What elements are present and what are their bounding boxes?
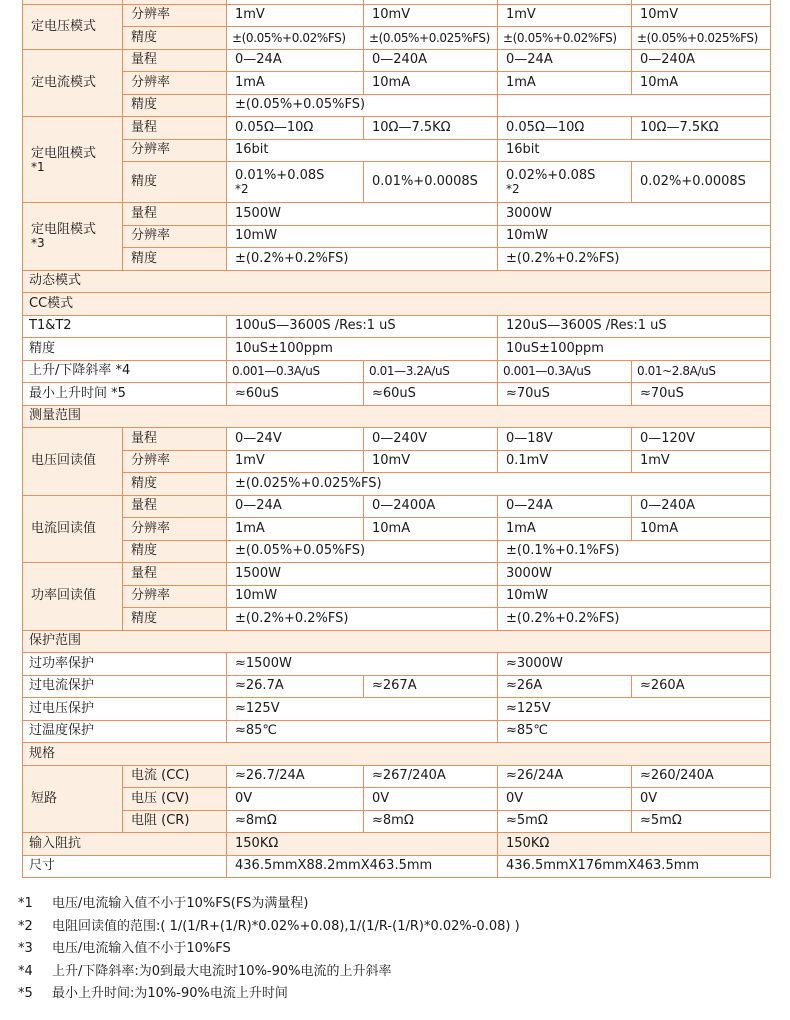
group-cv: 定电压模式 bbox=[23, 4, 123, 49]
table-row bbox=[23, 608, 771, 631]
table-cell: 0—240A bbox=[632, 49, 771, 72]
table-cell: ≈125V bbox=[227, 698, 498, 721]
group-cc: 定电流模式 bbox=[23, 49, 123, 117]
table-cell: 10mW bbox=[498, 585, 771, 608]
table-cell: 0.05Ω—10Ω bbox=[498, 117, 632, 140]
table-cell: 10mA bbox=[364, 518, 498, 541]
footnote-mark: *3 bbox=[31, 236, 45, 251]
footnote bbox=[18, 916, 520, 939]
table-row bbox=[23, 833, 771, 856]
table-cell: ≈26.7/24A bbox=[227, 765, 364, 788]
row-label: 输入阻抗 bbox=[23, 833, 227, 856]
group-short-circuit: 短路 bbox=[23, 765, 123, 833]
table-cell: ≈260/240A bbox=[632, 765, 771, 788]
row-label: 分辨率 bbox=[123, 72, 227, 95]
row-label: 电阻 (CR) bbox=[123, 810, 227, 833]
table-cell: ≈1500W bbox=[227, 653, 498, 676]
table-row bbox=[23, 720, 771, 743]
table-row bbox=[23, 360, 771, 383]
table-cell: ≈85℃ bbox=[498, 720, 771, 743]
group-current-readback: 电流回读值 bbox=[23, 495, 123, 563]
table-cell: ±(0.2%+0.2%FS) bbox=[498, 248, 771, 271]
table-row bbox=[23, 248, 771, 271]
table-cell: ≈26/24A bbox=[498, 765, 632, 788]
section-title: 规格 bbox=[23, 743, 771, 766]
footnote-mark: *4 bbox=[18, 963, 33, 979]
table-cell: 0.05Ω—10Ω bbox=[227, 117, 364, 140]
footnote-text: 电压/电流输入值不小于10%FS bbox=[52, 941, 231, 956]
row-label: 过电压保护 bbox=[23, 698, 227, 721]
table-cell: 10uS±100ppm bbox=[498, 338, 771, 361]
table-row bbox=[23, 383, 771, 406]
row-label: 精度 bbox=[123, 473, 227, 496]
table-cell: 0—24A bbox=[498, 495, 632, 518]
table-cell: ±(0.05%+0.05%FS) bbox=[227, 540, 498, 563]
row-label: 最小上升时间 *5 bbox=[23, 383, 227, 406]
row-label: 电流 (CC) bbox=[123, 765, 227, 788]
table-cell: 0—120V bbox=[632, 428, 771, 451]
table-cell: 10Ω—7.5KΩ bbox=[632, 117, 771, 140]
table-row bbox=[23, 4, 771, 27]
table-cell: ≈125V bbox=[498, 698, 771, 721]
footnotes bbox=[18, 893, 520, 1006]
row-label: 分辨率 bbox=[123, 225, 227, 248]
table-cell: 0V bbox=[227, 788, 364, 811]
table-cell: ±(0.05%+0.025%FS) bbox=[632, 27, 771, 50]
row-label: 精度 bbox=[123, 540, 227, 563]
table-cell: 1500W bbox=[227, 563, 498, 586]
table-row bbox=[23, 473, 771, 496]
table-cell: 1500W bbox=[227, 203, 498, 226]
row-label: T1&T2 bbox=[23, 315, 227, 338]
table-row bbox=[23, 855, 771, 878]
section-title: 动态模式 bbox=[23, 270, 771, 293]
table-cell: 10Ω—7.5KΩ bbox=[364, 117, 498, 140]
footnote-text: 最小上升时间:为10%-90%电流上升时间 bbox=[52, 986, 288, 1001]
table-row bbox=[23, 27, 771, 50]
row-label: 量程 bbox=[123, 49, 227, 72]
row-label: 过功率保护 bbox=[23, 653, 227, 676]
row-label: 精度 bbox=[123, 162, 227, 203]
table-row bbox=[23, 117, 771, 140]
group-name: 定电阻模式 bbox=[31, 222, 97, 238]
row-label: 量程 bbox=[123, 203, 227, 226]
table-row bbox=[23, 585, 771, 608]
table-cell: 0V bbox=[632, 788, 771, 811]
table-row bbox=[23, 428, 771, 451]
table-cell: 1mV bbox=[227, 450, 364, 473]
table-cell: 0.01—3.2A/uS bbox=[364, 360, 498, 383]
table-cell: 0—240A bbox=[632, 495, 771, 518]
footnote-mark: *1 bbox=[18, 896, 33, 911]
table-row bbox=[23, 698, 771, 721]
table-cell: ≈60uS bbox=[227, 383, 364, 406]
footnote-mark: *2 bbox=[506, 181, 520, 196]
table-row bbox=[23, 518, 771, 541]
table-cell: ≈70uS bbox=[632, 383, 771, 406]
table-row bbox=[23, 225, 771, 248]
table-cell: ≈267/240A bbox=[364, 765, 498, 788]
table-cell: ±(0.05%+0.05%FS) bbox=[227, 94, 498, 117]
footnote bbox=[18, 983, 520, 1006]
table-cell: 0—24A bbox=[227, 49, 364, 72]
table-cell: 0.01%+0.0008S bbox=[364, 162, 498, 203]
table-cell: 3000W bbox=[498, 203, 771, 226]
table-cell: 150KΩ bbox=[498, 833, 771, 856]
table-cell: 436.5mmX88.2mmX463.5mm bbox=[227, 855, 498, 878]
table-cell bbox=[498, 94, 771, 117]
table-cell: 10mV bbox=[364, 450, 498, 473]
footnote-text: 电压/电流输入值不小于10%FS(FS为满量程) bbox=[52, 896, 309, 911]
table-row bbox=[23, 338, 771, 361]
table-cell: ≈3000W bbox=[498, 653, 771, 676]
section-title: 保护范围 bbox=[23, 630, 771, 653]
table-cell: ≈85℃ bbox=[227, 720, 498, 743]
footnote-mark: *3 bbox=[18, 941, 33, 956]
table-cell: 1mA bbox=[227, 72, 364, 95]
table-row bbox=[23, 540, 771, 563]
footnote-text: 上升/下降斜率:为0到最大电流时10%-90%电流的上升斜率 bbox=[52, 963, 392, 979]
table-cell: ≈260A bbox=[632, 675, 771, 698]
table-cell: ±(0.05%+0.02%FS) bbox=[498, 27, 632, 50]
table-cell: 0.001—0.3A/uS bbox=[498, 360, 632, 383]
table-cell: ±(0.2%+0.2%FS) bbox=[227, 248, 498, 271]
table-cell: ±(0.1%+0.1%FS) bbox=[498, 540, 771, 563]
table-cell: 1mV bbox=[227, 4, 364, 27]
table-cell: 1mA bbox=[227, 518, 364, 541]
table-cell: 0V bbox=[498, 788, 632, 811]
row-label: 精度 bbox=[23, 338, 227, 361]
table-cell: ≈26.7A bbox=[227, 675, 364, 698]
table-row bbox=[23, 765, 771, 788]
cell-value: 0.02%+0.08S bbox=[506, 167, 596, 183]
row-label: 精度 bbox=[123, 94, 227, 117]
section-row bbox=[23, 293, 771, 316]
table-cell: 10mV bbox=[364, 4, 498, 27]
table-cell: 10mA bbox=[632, 518, 771, 541]
table-cell: 0—240V bbox=[364, 428, 498, 451]
row-label: 精度 bbox=[123, 248, 227, 271]
row-label: 分辨率 bbox=[123, 450, 227, 473]
footnote bbox=[18, 893, 520, 916]
table-cell: 1mA bbox=[498, 72, 632, 95]
table-cell: ≈8mΩ bbox=[227, 810, 364, 833]
footnote-mark: *2 bbox=[235, 181, 249, 196]
section-row bbox=[23, 743, 771, 766]
table-row bbox=[23, 49, 771, 72]
footnote bbox=[18, 961, 520, 984]
table-row bbox=[23, 450, 771, 473]
table-cell: 3000W bbox=[498, 563, 771, 586]
table-cell: 0.1mV bbox=[498, 450, 632, 473]
table-cell: ≈267A bbox=[364, 675, 498, 698]
section-title: 测量范围 bbox=[23, 405, 771, 428]
table-cell: 0.01~2.8A/uS bbox=[632, 360, 771, 383]
group-voltage-readback: 电压回读值 bbox=[23, 428, 123, 496]
group-cp bbox=[23, 203, 123, 271]
table-cell: 16bit bbox=[227, 139, 498, 162]
cell-value: 0.01%+0.08S bbox=[235, 167, 325, 183]
table-cell: ±(0.2%+0.2%FS) bbox=[227, 608, 498, 631]
table-row bbox=[23, 139, 771, 162]
table-cell: 10mW bbox=[227, 225, 498, 248]
table-row bbox=[23, 495, 771, 518]
table-row bbox=[23, 675, 771, 698]
group-cr bbox=[23, 117, 123, 203]
row-label: 过电流保护 bbox=[23, 675, 227, 698]
row-label: 过温度保护 bbox=[23, 720, 227, 743]
spec-table bbox=[22, 0, 771, 878]
row-label: 量程 bbox=[123, 495, 227, 518]
table-cell: 0—24A bbox=[227, 495, 364, 518]
footnote-mark: *5 bbox=[18, 986, 33, 1001]
table-cell: ≈70uS bbox=[498, 383, 632, 406]
table-row bbox=[23, 72, 771, 95]
table-row bbox=[23, 563, 771, 586]
table-cell: ±(0.025%+0.025%FS) bbox=[227, 473, 771, 496]
group-power-readback: 功率回读值 bbox=[23, 563, 123, 631]
row-label: 量程 bbox=[123, 563, 227, 586]
table-cell: ≈5mΩ bbox=[632, 810, 771, 833]
footnote-mark: *1 bbox=[31, 159, 45, 174]
section-row bbox=[23, 630, 771, 653]
table-row bbox=[23, 315, 771, 338]
table-cell bbox=[227, 162, 364, 203]
table-cell: ≈60uS bbox=[364, 383, 498, 406]
table-cell: ±(0.2%+0.2%FS) bbox=[498, 608, 771, 631]
row-label: 电压 (CV) bbox=[123, 788, 227, 811]
table-cell bbox=[498, 162, 632, 203]
table-cell: 120uS—3600S /Res:1 uS bbox=[498, 315, 771, 338]
table-row bbox=[23, 788, 771, 811]
table-cell: 0—18V bbox=[498, 428, 632, 451]
table-row bbox=[23, 203, 771, 226]
section-row bbox=[23, 405, 771, 428]
table-cell: 0—240A bbox=[364, 49, 498, 72]
table-cell: 16bit bbox=[498, 139, 771, 162]
row-label: 分辨率 bbox=[123, 585, 227, 608]
table-cell: 0.02%+0.0008S bbox=[632, 162, 771, 203]
row-label: 精度 bbox=[123, 608, 227, 631]
footnote-text: 电阻回读值的范围:( 1/(1/R+(1/R)*0.02%+0.08),1/(1/R-(1/R)*0.02%-0.08) ) bbox=[52, 918, 520, 934]
footnote bbox=[18, 938, 520, 961]
row-label: 量程 bbox=[123, 428, 227, 451]
table-row bbox=[23, 162, 771, 203]
row-label: 精度 bbox=[123, 27, 227, 50]
table-cell: 10uS±100ppm bbox=[227, 338, 498, 361]
table-cell: 10mW bbox=[498, 225, 771, 248]
table-cell: 0V bbox=[364, 788, 498, 811]
row-label: 分辨率 bbox=[123, 4, 227, 27]
table-row bbox=[23, 94, 771, 117]
footnote-mark: *2 bbox=[18, 918, 33, 934]
table-cell: 0.001—0.3A/uS bbox=[227, 360, 364, 383]
table-cell: ≈26A bbox=[498, 675, 632, 698]
table-cell: ±(0.05%+0.02%FS) bbox=[227, 27, 364, 50]
row-label: 尺寸 bbox=[23, 855, 227, 878]
row-label: 上升/下降斜率 *4 bbox=[23, 360, 227, 383]
table-cell: 1mV bbox=[632, 450, 771, 473]
row-label: 分辨率 bbox=[123, 518, 227, 541]
table-cell: 436.5mmX176mmX463.5mm bbox=[498, 855, 771, 878]
table-cell: 10mV bbox=[632, 4, 771, 27]
table-cell: 10mW bbox=[227, 585, 498, 608]
table-cell: 0—24V bbox=[227, 428, 364, 451]
row-label: 分辨率 bbox=[123, 139, 227, 162]
section-row bbox=[23, 270, 771, 293]
group-name: 定电阻模式 bbox=[31, 145, 97, 161]
row-label: 量程 bbox=[123, 117, 227, 140]
subsection-title: CC模式 bbox=[23, 293, 771, 316]
table-cell: 1mA bbox=[498, 518, 632, 541]
table-cell: ≈8mΩ bbox=[364, 810, 498, 833]
table-cell: 10mA bbox=[364, 72, 498, 95]
table-cell: 150KΩ bbox=[227, 833, 498, 856]
table-cell: 0—24A bbox=[498, 49, 632, 72]
table-row bbox=[23, 653, 771, 676]
table-cell: 1mV bbox=[498, 4, 632, 27]
table-cell: 100uS—3600S /Res:1 uS bbox=[227, 315, 498, 338]
table-cell: 10mA bbox=[632, 72, 771, 95]
table-cell: ≈5mΩ bbox=[498, 810, 632, 833]
table-cell: 0—2400A bbox=[364, 495, 498, 518]
table-row bbox=[23, 810, 771, 833]
table-cell: ±(0.05%+0.025%FS) bbox=[364, 27, 498, 50]
